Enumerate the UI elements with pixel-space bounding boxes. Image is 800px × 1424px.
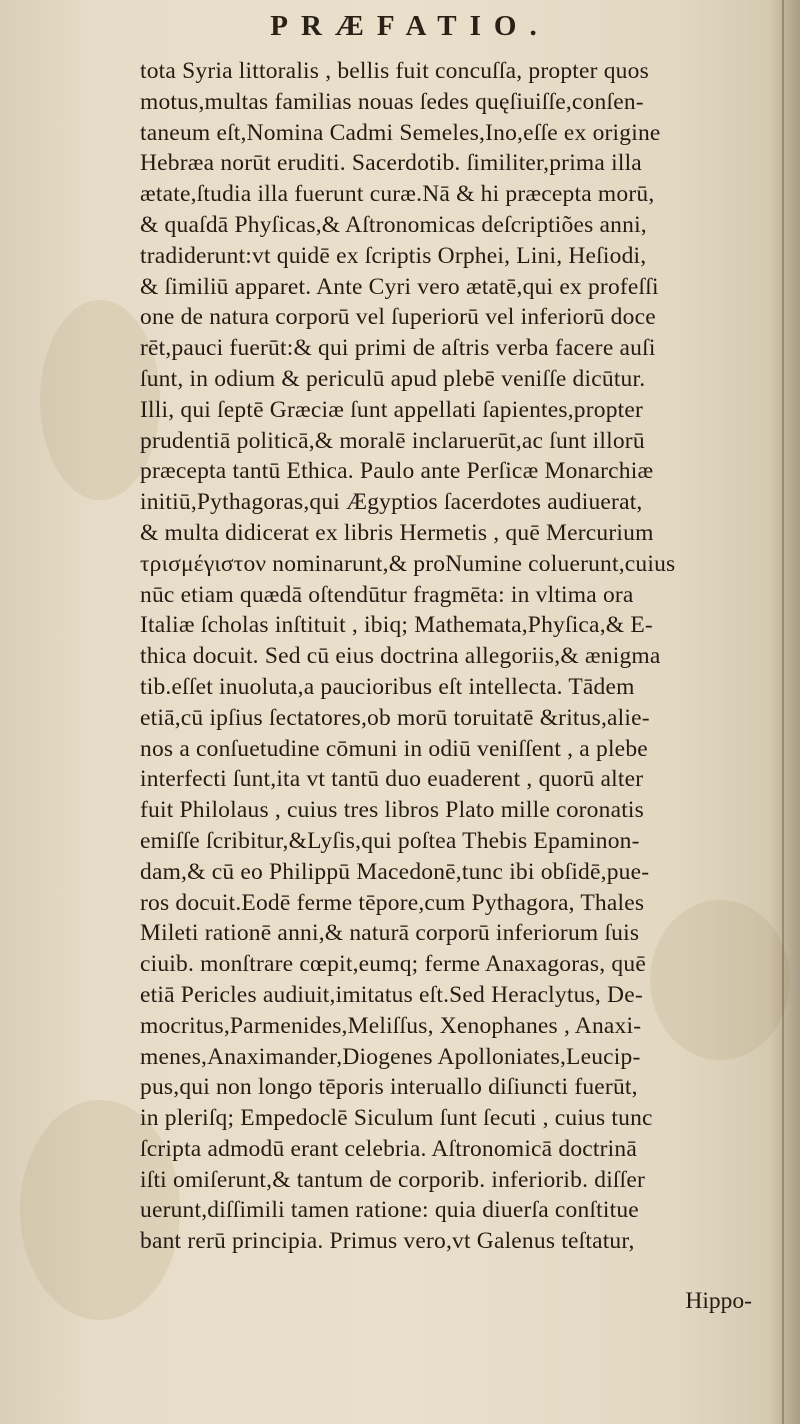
text-line: rēt,pauci fuerūt:& qui primi de aſtris verba facere auſi	[140, 335, 656, 362]
text-line: prudentiā politicā,& moralē inclaruerūt,ac ſunt illorū	[140, 427, 645, 454]
text-line: tradiderunt:vt quidē ex ſcriptis Orphei, Lini, Heſiodi,	[140, 242, 647, 269]
text-line: fuit Philolaus , cuius tres libros Plato mille coronatis	[140, 797, 644, 824]
text-line: nūc etiam quædā oſtendūtur fragmēta: in vltima ora	[140, 581, 634, 608]
page-fold-line	[782, 0, 784, 1424]
text-line: Hebræa norūt eruditi. Sacerdotib. ſimiliter,prima illa	[140, 150, 642, 177]
text-line: ætate,ſtudia illa fuerunt curæ.Nā & hi præcepta morū,	[140, 181, 655, 208]
text-line: τρισμέγιστον nominarunt,& proNumine coluerunt,cuius	[140, 550, 676, 577]
text-line: in pleriſq; Empedoclē Siculum ſunt ſecuti , cuius tunc	[140, 1105, 653, 1132]
text-line: taneum eſt,Nomina Cadmi Semeles,Ino,eſſe ex origine	[140, 119, 661, 146]
text-line: tib.eſſet inuoluta,a paucioribus eſt intellecta. Tādem	[140, 673, 635, 700]
running-head: PRÆFATIO.	[270, 10, 550, 42]
text-line: ſcripta admodū erant celebria. Aſtronomicā doctrinā	[140, 1135, 637, 1162]
text-line: motus,multas familias nouas ſedes quęſiuiſſe,conſen-	[140, 88, 644, 115]
text-line: & ſimiliū apparet. Ante Cyri vero ætatē,qui ex profeſſi	[140, 273, 659, 300]
text-block	[140, 56, 780, 1257]
text-line: one de natura corporū vel ſuperiorū vel inferiorū doce	[140, 304, 656, 331]
text-line: pus,qui non longo tēporis interuallo diſiuncti fuerūt,	[140, 1074, 638, 1101]
text-line: etiā,cū ipſius ſectatores,ob morū toruitatē &ritus,alie-	[140, 704, 650, 731]
catchword: Hippo-	[685, 1288, 752, 1314]
text-line: Italiæ ſcholas inſtituit , ibiq; Mathemata,Phyſica,& E-	[140, 612, 653, 639]
text-line: interfecti ſunt,ita vt tantū duo euaderent , quorū alter	[140, 766, 644, 793]
text-line: thica docuit. Sed cū eius doctrina allegoriis,& ænigma	[140, 643, 661, 670]
text-line: Mileti rationē anni,& naturā corporū inferiorum ſuis	[140, 920, 640, 947]
text-line: nos a conſuetudine cōmuni in odiū veniſſent , a plebe	[140, 735, 648, 762]
text-line: ros docuit.Eodē ferme tēpore,cum Pythagora, Thales	[140, 889, 645, 916]
text-line: dam,& cū eo Philippū Macedonē,tunc ibi obſidē,pue-	[140, 858, 650, 885]
text-line: Illi, qui ſeptē Græciæ ſunt appellati ſapientes,propter	[140, 396, 644, 423]
text-line: præcepta tantū Ethica. Paulo ante Perſicæ Monarchiæ	[140, 458, 654, 485]
text-line: etiā Pericles audiuit,imitatus eſt.Sed Heraclytus, De-	[140, 981, 643, 1008]
text-line: mocritus,Parmenides,Meliſſus, Xenophanes , Anaxi-	[140, 1012, 642, 1039]
text-line: iſti omiſerunt,& tantum de corporib. inferiorib. diſſer	[140, 1166, 646, 1193]
text-line: ciuib. monſtrare cœpit,eumq; ferme Anaxagoras, quē	[140, 951, 646, 978]
text-line: emiſſe ſcribitur,&Lyſis,qui poſtea Thebis Epaminon-	[140, 827, 640, 854]
text-line: ſunt, in odium & periculū apud plebē veniſſe dicūtur.	[140, 365, 646, 392]
text-line: & quaſdā Phyſicas,& Aſtronomicas deſcriptiões anni,	[140, 211, 647, 238]
text-line: bant rerū principia. Primus vero,vt Galenus teſtatur,	[140, 1228, 635, 1255]
text-line: menes,Anaximander,Diogenes Apolloniates,Leucip-	[140, 1043, 641, 1070]
text-line: tota Syria littoralis , bellis fuit concuſſa, propter quos	[140, 58, 649, 84]
text-line: initiū,Pythagoras,qui Ægyptios ſacerdotes audiuerat,	[140, 489, 643, 516]
text-line: & multa didicerat ex libris Hermetis , quē Mercurium	[140, 519, 654, 546]
text-line: uerunt,diſſimili tamen ratione: quia diuerſa conſtitue	[140, 1197, 639, 1224]
